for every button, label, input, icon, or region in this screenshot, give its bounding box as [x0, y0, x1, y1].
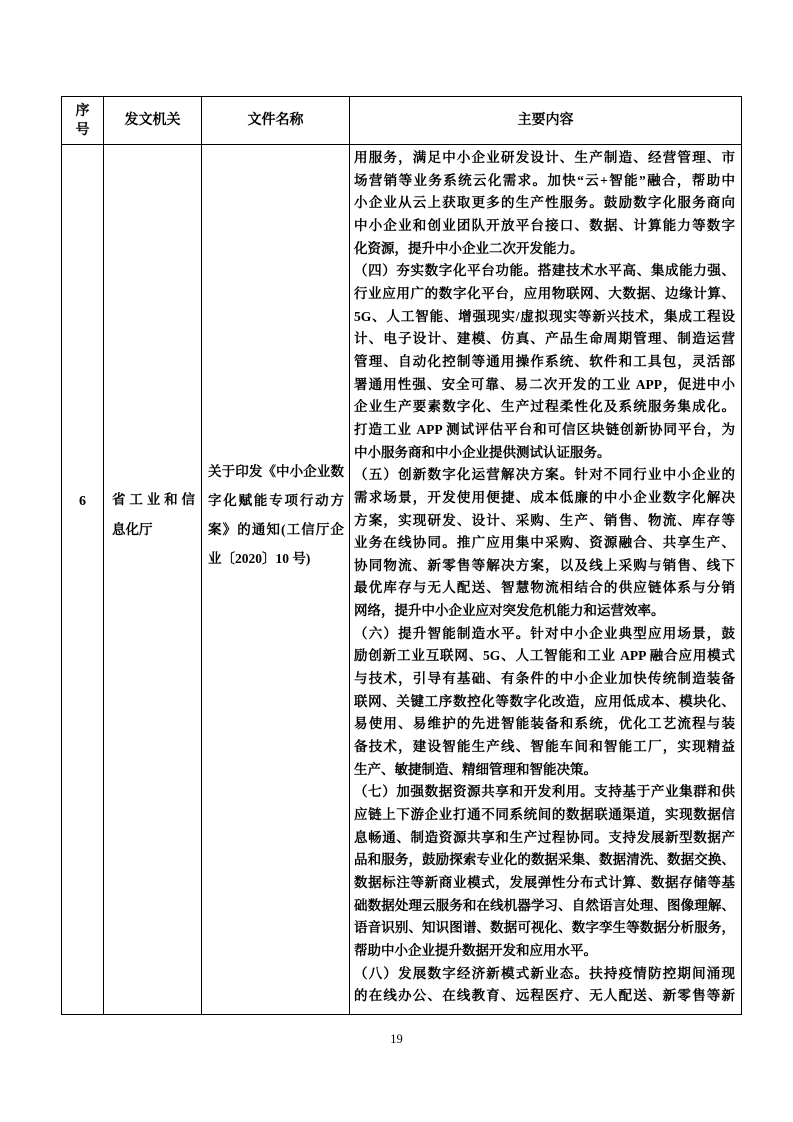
text-line: 生产、敏捷制造、精细管理和智能决策。: [354, 761, 597, 777]
cell-document-name: [202, 145, 350, 1014]
text-line: 数据标注等新商业模式，发展弹性分布式计算、数据存储等基: [354, 875, 735, 890]
text-line: 署通用性强、安全可靠、易二次开发的工业 APP，促进中小: [354, 376, 735, 392]
header-label-serial-number: 序号: [75, 103, 90, 138]
text-line: 省工业和信: [112, 492, 195, 507]
issuing-agency-text: [112, 485, 195, 545]
text-line: 的在线办公、在线教育、远程医疗、无人配送、新零售等新: [354, 988, 735, 1004]
text-line: 企业生产要素数字化、生产过程柔性化及系统服务集成化。: [354, 399, 735, 415]
text-line: 业务在线协同。推广应用集中采购、资源融合、共享生产、: [354, 535, 735, 551]
text-line: 关于印发《中小企业数: [208, 464, 344, 479]
text-line: 易使用、易维护的先进智能装备和系统，优化工艺流程与装: [354, 716, 735, 732]
text-line: 础数据处理云服务和在线机器学习、自然语言处理、图像理解、: [354, 897, 735, 913]
header-cell-document-name: [202, 97, 350, 145]
text-line: 励创新工业互联网、5G、人工智能和工业 APP 融合应用模式: [354, 648, 735, 664]
text-line: 最优库存与无人配送、智慧物流相结合的供应链体系与分销: [354, 580, 735, 596]
text-line: （四）夯实数字化平台功能。搭建技术水平高、集成能力强、: [354, 263, 735, 279]
header-label-issuing-agency: 发文机关: [124, 113, 181, 128]
header-label-document-name: 文件名称: [247, 113, 304, 128]
serial-number-value: 6: [79, 494, 86, 509]
text-line: （五）创新数字化运营解决方案。针对不同行业中小企业的: [354, 467, 735, 483]
text-line: （七）加强数据资源共享和开发利用。支持基于产业集群和供: [354, 784, 735, 800]
text-line: 用服务，满足中小企业研发设计、生产制造、经营管理、市: [354, 150, 735, 165]
header-cell-issuing-agency: [104, 97, 202, 145]
text-line: 与技术，引导有基础、有条件的中小企业加快传统制造装备: [354, 671, 735, 687]
text-line: 品和服务，鼓励探索专业化的数据采集、数据清洗、数据交换、: [354, 852, 735, 868]
text-line: 应链上下游企业打通不同系统间的数据联通渠道，实现数据信: [354, 807, 735, 823]
document-table: [61, 96, 742, 1015]
text-line: 行业应用广的数字化平台，应用物联网、大数据、边缘计算、: [354, 285, 735, 301]
text-line: （六）提升智能制造水平。针对中小企业典型应用场景，鼓: [354, 625, 735, 641]
text-line: 息化厅: [112, 522, 153, 537]
header-cell-main-content: [350, 97, 741, 145]
text-line: 备技术，建设智能生产线、智能车间和智能工厂，实现精益: [354, 739, 735, 755]
text-line: 业〔2020〕10 号): [208, 551, 311, 566]
text-line: 联网、关键工序数控化等数字化改造，应用低成本、模块化、: [354, 693, 735, 709]
text-line: 网络，提升中小企业应对突发危机能力和运营效率。: [354, 603, 665, 619]
text-line: 化资源，提升中小企业二次开发能力。: [354, 240, 584, 256]
header-label-main-content: 主要内容: [517, 113, 574, 128]
cell-serial-number: [62, 145, 104, 1014]
text-line: 案》的通知(工信厅企: [208, 522, 344, 537]
text-line: 中小服务商和中小企业提供测试认证服务。: [354, 444, 611, 460]
text-line: 帮助中小企业提升数据开发和应用水平。: [354, 942, 597, 958]
text-line: 字化赋能专项行动方: [208, 493, 344, 508]
cell-main-content: [350, 145, 741, 1014]
text-line: 5G、人工智能、增强现实/虚拟现实等新兴技术，集成工程设: [354, 308, 735, 324]
text-line: 需求场景，开发使用便捷、成本低廉的中小企业数字化解决: [354, 489, 735, 505]
header-cell-serial-number: [62, 97, 104, 145]
text-line: 语音识别、知识图谱、数据可视化、数字孪生等数据分析服务，: [354, 920, 735, 936]
document-name-text: [208, 457, 344, 573]
text-line: 场营销等业务系统云化需求。加快“云+智能”融合，帮助中: [354, 172, 735, 188]
text-line: 管理、自动化控制等通用操作系统、软件和工具包，灵活部: [354, 353, 735, 369]
text-line: 打造工业 APP 测试评估平台和可信区块链创新协同平台，为: [354, 421, 735, 437]
text-line: 小企业从云上获取更多的生产性服务。鼓励数字化服务商向: [354, 195, 735, 211]
text-line: 协同物流、新零售等解决方案，以及线上采购与销售、线下: [354, 557, 735, 573]
text-line: 方案，实现研发、设计、采购、生产、销售、物流、库存等: [354, 512, 735, 528]
text-line: （八）发展数字经济新模式新业态。扶持疫情防控期间涌现: [354, 965, 735, 981]
cell-issuing-agency: [104, 145, 202, 1014]
text-line: 计、电子设计、建模、仿真、产品生命周期管理、制造运营: [354, 331, 735, 347]
page-number: 19: [390, 1032, 403, 1046]
text-line: 息畅通、制造资源共享和生产过程协同。支持发展新型数据产: [354, 829, 735, 845]
text-line: 中小企业和创业团队开放平台接口、数据、计算能力等数字: [354, 217, 735, 233]
